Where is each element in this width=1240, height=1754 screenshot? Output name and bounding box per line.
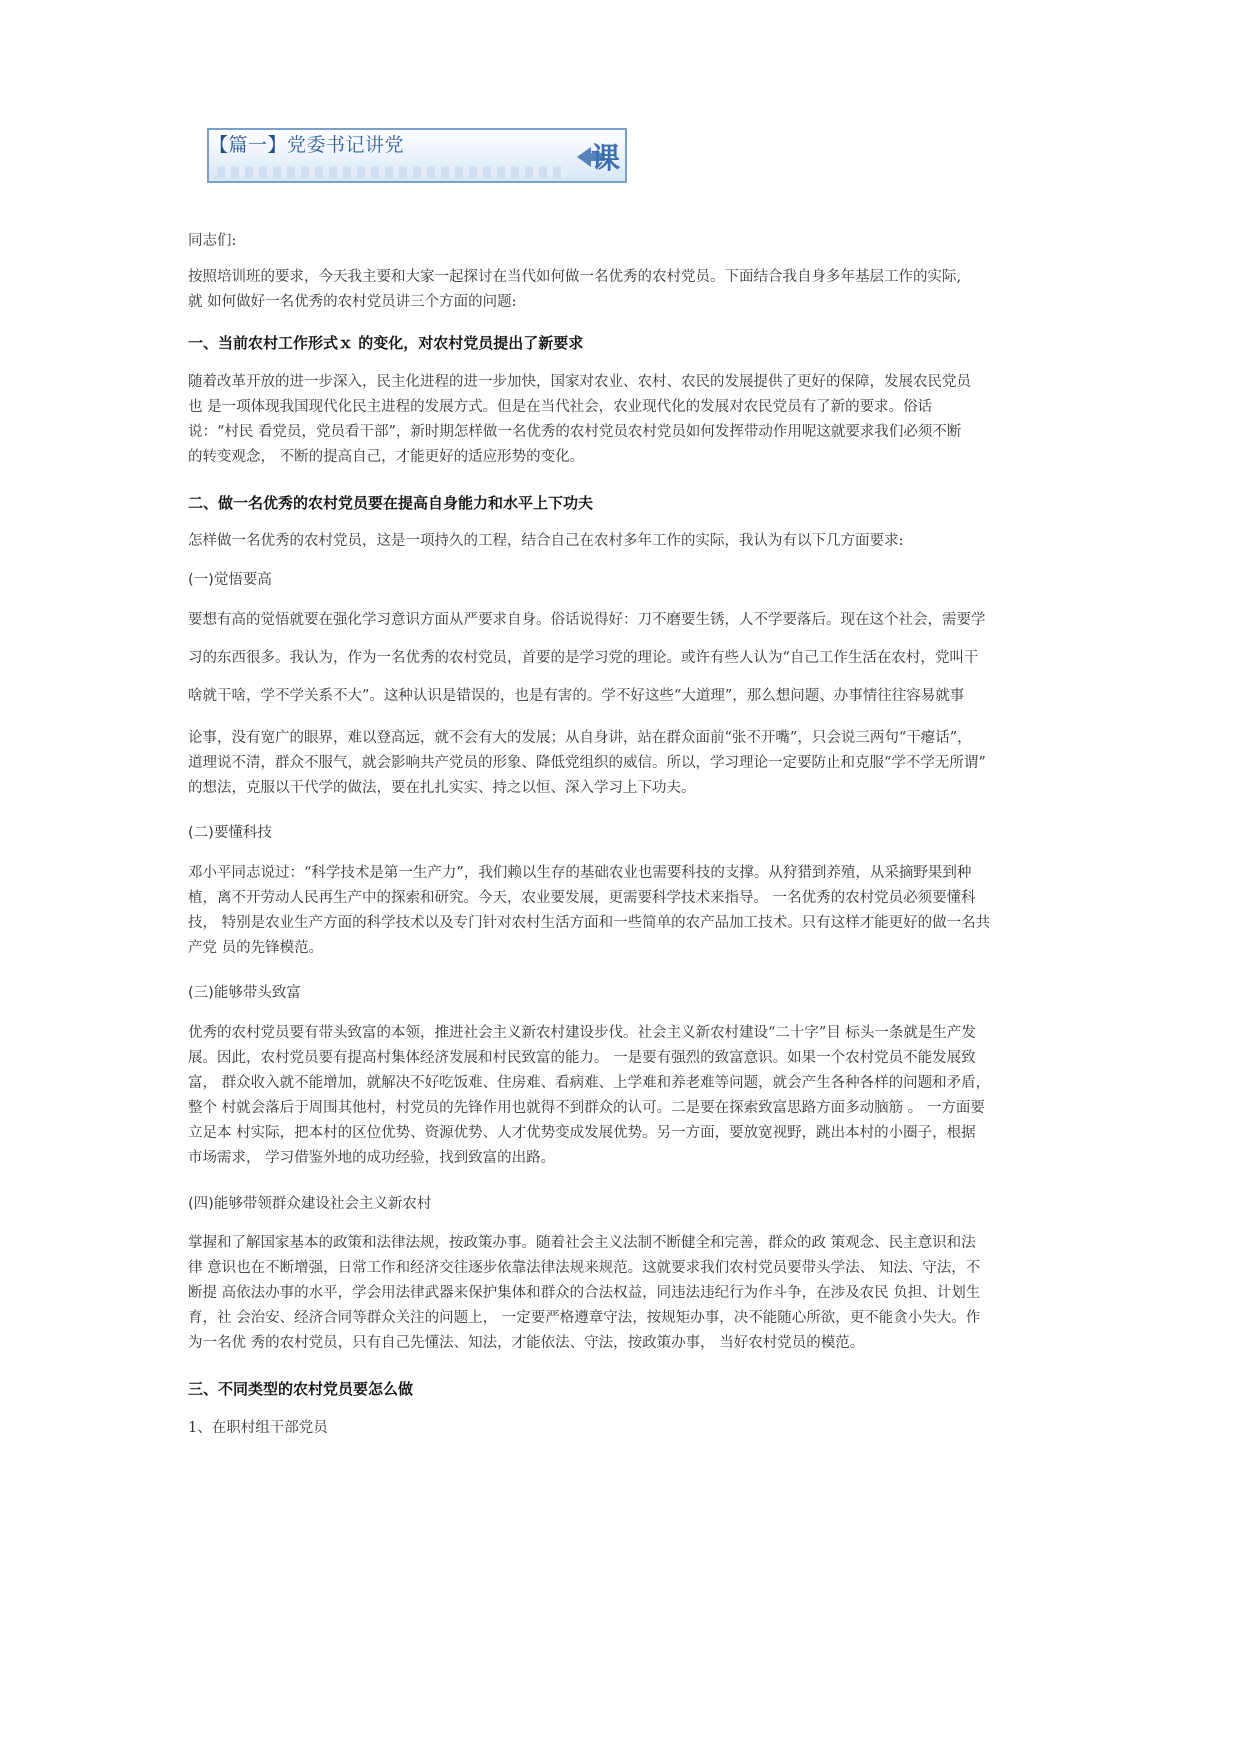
subsection-1-title: (一)觉悟要高: [188, 572, 272, 588]
subsection-3-title: (三)能够带头致富: [188, 985, 301, 1001]
subsection-3-line: 富， 群众收入就不能增加，就解决不好吃饭难、住房难、看病难、上学难和养老难等问题，就会产生各种各样的问题和矛盾，: [188, 1075, 991, 1091]
section-1-line: 也 是一项体现我国现代化民主进程的发展方式。但是在当代社会，农业现代化的发展对农民党员有了新的要求。俗话: [188, 399, 933, 415]
intro-line-1: 按照培训班的要求，今天我主要和大家一起探讨在当代如何做一名优秀的农村党员。下面结合我自身多年基层工作的实际,: [188, 269, 962, 285]
subsection-3-line: 立足本 村实际，把本村的区位优势、资源优势、人才优势变成发展优势。另一方面，要放宽视野，跳出本村的小圈子，根据: [188, 1125, 976, 1141]
subsection-4-line: 掌握和了解国家基本的政策和法律法规，按政策办事。随着社会主义法制不断健全和完善，群众的政 策观念、民主意识和法: [188, 1235, 976, 1251]
banner-title-text: 党委书记讲党: [287, 134, 405, 156]
banner-title-bracket: 【篇一】: [209, 134, 288, 156]
subsection-3-line: 整个 村就会落后于周围其他村，村党员的先锋作用也就得不到群众的认可。二是要在探索致富思路方面多动脑筋 。 一方面要: [188, 1100, 985, 1116]
subsection-4-line: 断提 高依法办事的水平，学会用法律武器来保护集体和群众的合法权益，同违法违纪行为作斗争，在涉及农民 负担、计划生: [188, 1285, 981, 1301]
subsection-4-line: 律 意识也在不断增强，日常工作和经济交往逐步依靠法律法规来规范。这就要求我们农村党员要带头学法、 知法、守法，不: [188, 1260, 981, 1276]
banner-title: [209, 130, 404, 157]
section-1-line: 随着改革开放的进一步深入，民主化进程的进一步加快，国家对农业、农村、农民的发展提供了更好的保障，发展农民党员: [188, 374, 971, 390]
subsection-4-line: 为一名优 秀的农村党员，只有自己先懂法、知法，才能依法、守法，按政策办事， 当好农村党员的模范。: [188, 1335, 865, 1351]
subsection-1-line: 习的东西很多。我认为，作为一名优秀的农村党员，首要的是学习党的理论。或许有些人认为“自己工作生活在农村，党叫干: [188, 650, 979, 666]
banner-decoration: [217, 166, 567, 178]
subsection-2-title: (二)要懂科技: [188, 825, 272, 841]
subsection-1-line: 的想法，克服以干代学的做法，要在扎扎实实、持之以恒、深入学习上下功夫。: [188, 780, 696, 796]
intro-line-2: 就 如何做好一名优秀的农村党员讲三个方面的问题:: [188, 294, 517, 310]
subsection-3-line: 市场需求， 学习借鉴外地的成功经验，找到致富的出路。: [188, 1150, 556, 1166]
subsection-2-line: 技， 特别是农业生产方面的科学技术以及专门针对农村生活方面和一些简单的农产品加工技术。只有这样才能更好的做一名共: [188, 915, 991, 931]
greeting: 同志们:: [188, 233, 237, 249]
subsection-4-title: (四)能够带领群众建设社会主义新农村: [188, 1196, 432, 1212]
section-2-intro: 怎样做一名优秀的农村党员，这是一项持久的工程，结合自己在农村多年工作的实际，我认为有以下几方面要求:: [188, 533, 904, 549]
subsection-1-line: 要想有高的觉悟就要在强化学习意识方面从严要求自身。俗话说得好：刀不磨要生锈，人不学要落后。现在这个社会，需要学: [188, 612, 986, 628]
subsection-1-line: 道理说不清，群众不服气，就会影响共产党员的形象、降低党组织的威信。所以，学习理论一定要防止和克服“学不学无所谓”: [188, 755, 986, 771]
subsection-3-line: 优秀的农村党员要有带头致富的本领，推进社会主义新农村建设步伐。社会主义新农村建设“二十字”目 标头一条就是生产发: [188, 1025, 976, 1041]
subsection-1-line: 啥就干啥，学不学关系不大”。这种认识是错误的，也是有害的。学不好这些“大道理”，那么想问题、办事情往往容易就事: [188, 688, 965, 704]
section-1-heading: 一、当前农村工作形式ｘ 的变化，对农村党员提出了新要求: [188, 334, 584, 352]
subsection-1-line: 论事，没有宽广的眼界，难以登高远，就不会有大的发展；从自身讲，站在群众面前“张不开嘴”，只会说三两句“干瘪话”，: [188, 730, 972, 746]
section-2-heading: 二、做一名优秀的农村党员要在提高自身能力和水平上下功夫: [188, 494, 594, 512]
subsection-2-line: 产党 员的先锋模范。: [188, 940, 324, 956]
subsection-2-line: 邓小平同志说过：“科学技术是第一生产力”，我们赖以生存的基础农业也需要科技的支撑。从狩猎到养殖，从采摘野果到种: [188, 865, 972, 881]
subsection-3-line: 展。因此，农村党员要有提高村集体经济发展和村民致富的能力。 一是要有强烈的致富意识。如果一个农村党员不能发展致: [188, 1050, 976, 1066]
subsection-4-line: 育，社 会治安、经济合同等群众关注的问题上， 一定要严格遵章守法，按规矩办事，决不能随心所欲，更不能贪小失大。作: [188, 1310, 981, 1326]
section-1-line: 的转变观念， 不断的提高自己，才能更好的适应形势的变化。: [188, 449, 585, 465]
subsection-2-line: 植，离不开劳动人民再生产中的探索和研究。今天，农业要发展，更需要科学技术来指导。 一名优秀的农村党员必须要懂科: [188, 890, 976, 906]
section-1-line: 说：“村民 看党员，党员看干部”，新时期怎样做一名优秀的农村党员农村党员如何发挥带动作用呢这就要求我们必须不断: [188, 424, 962, 440]
section-3-heading: 三、不同类型的农村党员要怎么做: [188, 1380, 414, 1398]
section-3-item-1: 1、在职村组干部党员: [188, 1420, 328, 1436]
title-banner-image: [207, 128, 627, 183]
banner-badge-char: 课: [590, 141, 620, 175]
